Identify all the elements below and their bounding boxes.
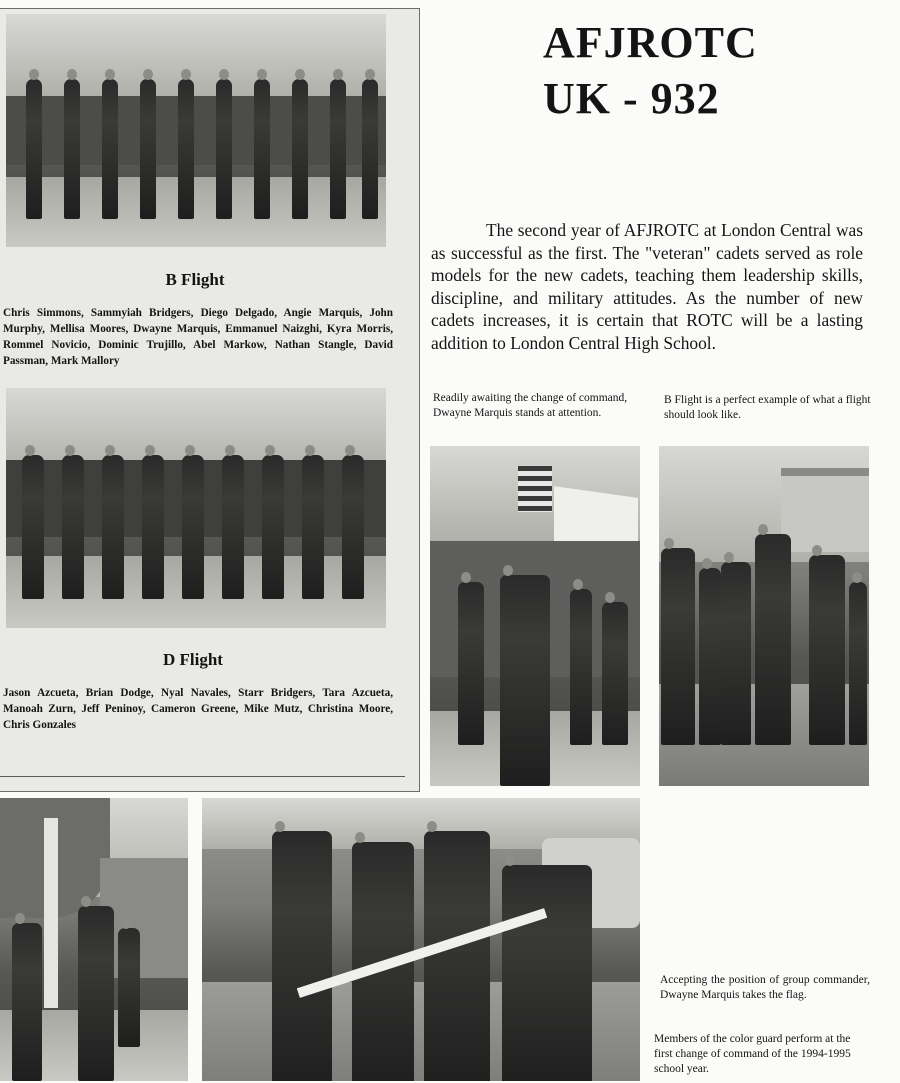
d-flight-names: Jason Azcueta, Brian Dodge, Nyal Navales, Starr Bridgers, Tara Azcueta, Manoah Zurn, Jeff Peninoy, Cameron Greene, Mike Mutz, Christina Moore, Chris Gonzales <box>3 687 393 731</box>
d-flight-photo <box>6 388 386 628</box>
b-flight-line-photo <box>659 446 869 786</box>
page-title-line1: AFJROTC <box>543 18 758 67</box>
flag-handover-photo <box>0 798 188 1081</box>
b-flight-photo <box>6 14 386 247</box>
page-title-line2: UK - 932 <box>543 74 720 123</box>
color-guard-photo <box>202 798 640 1081</box>
intro-paragraph: The second year of AFJROTC at London Central was as successful as the first. The "veteran" cadets served as role models for the new cadets, teaching them leadership skills, discipline, and military attitudes. As the number of new cadets increases, it is certain that ROTC will be a lasting addition to London Central High School. <box>431 220 863 353</box>
caption-color-guard: Members of the color guard perform at the first change of command of the 1994-1995 school year. <box>654 1033 851 1075</box>
attention-photo <box>430 446 640 786</box>
panel-divider <box>0 776 405 777</box>
b-flight-names: Chris Simmons, Sammyiah Bridgers, Diego Delgado, Angie Marquis, John Murphy, Mellisa Moores, Dwayne Marquis, Emmanuel Naizghi, Kyra Morris, Rommel Novicio, Dominic Trujillo, Abel Markow, Nathan Stangle, David Passman, Mark Mallory <box>3 307 393 367</box>
caption-b-flight-example: B Flight is a perfect example of what a flight should look like. <box>664 394 871 421</box>
caption-attention: Readily awaiting the change of command, Dwayne Marquis stands at attention. <box>433 392 628 419</box>
caption-group-commander: Accepting the position of group commander, Dwayne Marquis takes the flag. <box>660 974 870 1001</box>
b-flight-title: B Flight <box>165 270 225 289</box>
d-flight-title: D Flight <box>163 650 223 669</box>
